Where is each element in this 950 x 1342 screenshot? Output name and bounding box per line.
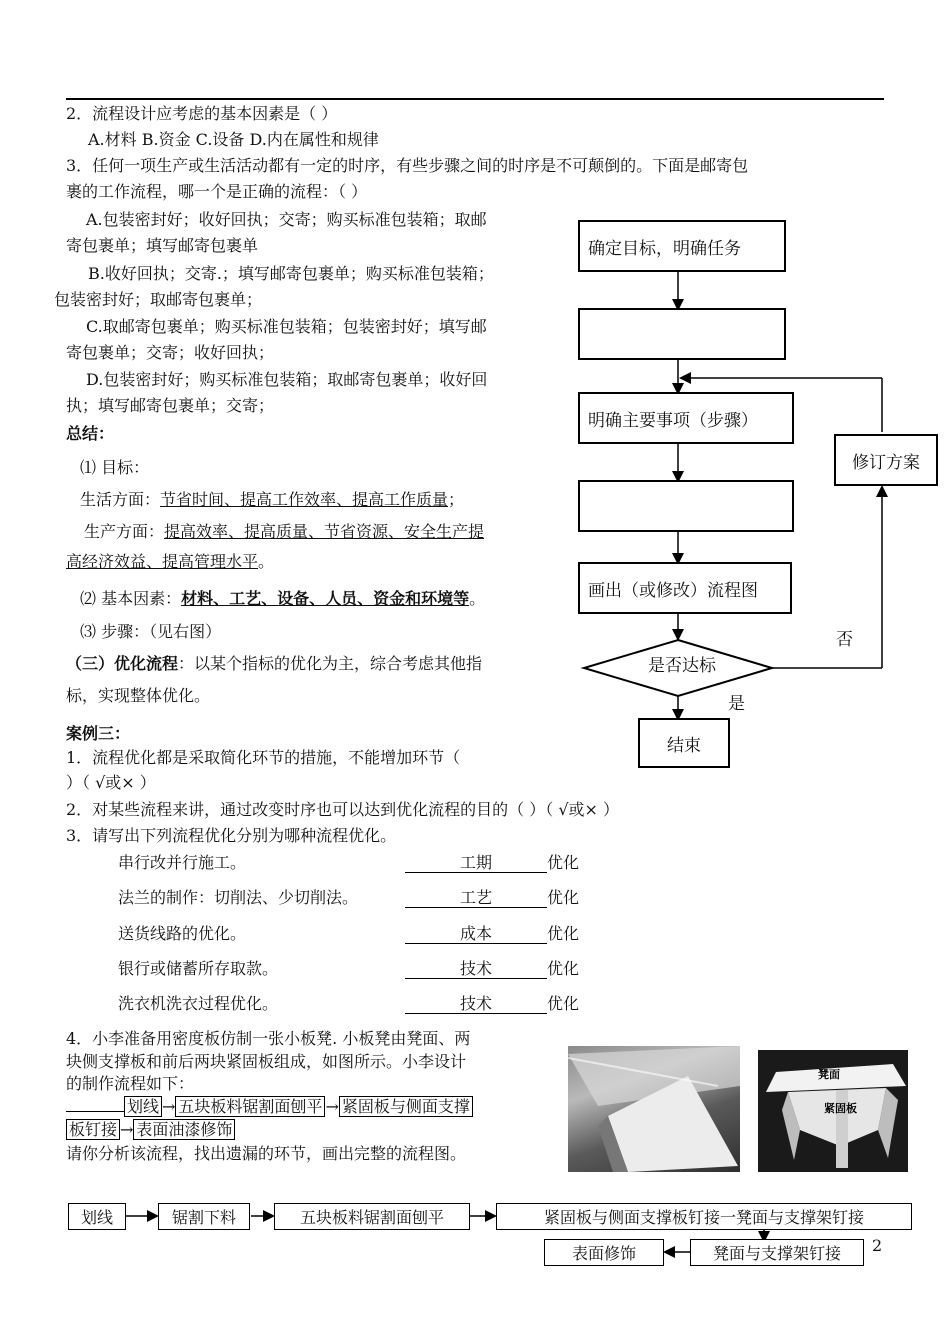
life-end: ；: [448, 490, 465, 509]
basic-factors: [80, 589, 485, 608]
option-c-line-2: 寄包裹单；交寄；收好回执；: [66, 343, 275, 362]
stool-photo-2: [758, 1050, 908, 1172]
q4-line-3: 的制作流程如下：: [66, 1074, 195, 1093]
option-d-line-2: 执；填写邮寄包裹单；交寄；: [66, 396, 275, 415]
flow-box-revise: 修订方案: [834, 434, 938, 486]
steps: ⑶ 步骤：（见右图）: [80, 622, 222, 641]
case3-q1-line-2: ）（ √或× ）: [66, 773, 156, 792]
option-b-line-1: B.收好回执；交寄.；填写邮寄包裹单；购买标准包装箱；: [88, 264, 494, 283]
q4-flow-row-2: [66, 1120, 235, 1139]
flow-box-draw-chart: 画出（或修改）流程图: [578, 562, 792, 614]
optimize-text-1: ：以某个指标的优化为主，综合考虑其他指: [178, 654, 483, 673]
question-2-options: A.材料 B.资金 C.设备 D.内在属性和规律: [88, 130, 379, 149]
fill-answer-2-row: [405, 888, 579, 908]
fill-suffix-5: 优化: [547, 994, 580, 1013]
answer-box-finish: 表面修饰: [544, 1239, 664, 1266]
q4-flow-row-1: [66, 1097, 473, 1116]
life-value: 节省时间、提高工作效率、提高工作质量: [160, 490, 449, 509]
factors-end: 。: [469, 589, 486, 608]
answer-box-saw-cut: 锯割下料: [158, 1203, 250, 1230]
fill-suffix-2: 优化: [547, 888, 580, 907]
q4-step-2: 五块板料锯割面刨平: [175, 1096, 325, 1117]
q4-step-3-cont: 板钉接: [66, 1119, 120, 1140]
case3-q3: 3．请写出下列流程优化分别为哪种流程优化。: [66, 826, 397, 845]
fill-suffix-1: 优化: [547, 853, 580, 872]
q4-step-4: 表面油漆修饰: [133, 1119, 235, 1140]
flow-box-blank-1: [578, 308, 786, 360]
fill-answer-3-row: [405, 924, 579, 944]
q4-step-3: 紧固板与侧面支撑: [339, 1096, 473, 1117]
answer-box-nail-brace: 紧固板与侧面支撑板钉接一凳面与支撑架钉接: [496, 1203, 912, 1230]
fill-suffix-4: 优化: [547, 959, 580, 978]
fill-answer-4: 技术: [405, 959, 547, 979]
question-3-line-1: 3．任何一项生产或生活活动都有一定的时序，有些步骤之间的时序是不可颠倒的。下面是邮寄包: [66, 156, 749, 175]
production-aspect: [84, 522, 484, 541]
option-c-line-1: C.取邮寄包裹单；购买标准包装箱；包装密封好；填写邮: [86, 317, 487, 336]
life-label: 生活方面：: [80, 490, 161, 509]
answer-box-mark: 划线: [68, 1203, 126, 1230]
option-d-line-1: D.包装密封好；购买标准包装箱；取邮寄包裹单；收好回: [86, 370, 488, 389]
photo-label-seat: 凳面: [818, 1068, 840, 1081]
flow-box-blank-2: [578, 480, 794, 532]
prod-label: 生产方面：: [84, 522, 165, 541]
optimize-heading: （三）优化流程: [66, 654, 179, 673]
arrow-icon: →: [325, 1097, 339, 1116]
optimize-line-2: 标，实现整体优化。: [66, 686, 211, 705]
prod-value-2: 高经济效益、提高管理水平: [66, 552, 259, 571]
fill-answer-4-row: [405, 959, 579, 979]
q4-step-1: 划线: [124, 1096, 162, 1117]
option-a-line-1: A.包装密封好；收好回执；交寄；购买标准包装箱；取邮: [86, 210, 487, 229]
fill-item-5: 洗衣机洗衣过程优化。: [118, 994, 279, 1013]
no-label: 否: [836, 630, 853, 650]
fill-item-3: 送货线路的优化。: [118, 924, 247, 943]
photo-label-brace: 紧固板: [824, 1102, 857, 1115]
fill-answer-3: 成本: [405, 924, 547, 944]
optimize-line-1: [66, 654, 482, 673]
prod-end: 。: [258, 552, 275, 571]
flow-box-end: 结束: [638, 718, 730, 768]
stool-photo-1: [568, 1046, 740, 1172]
fill-item-2: 法兰的制作：切削法、少切削法。: [118, 888, 359, 907]
arrow-icon: →: [120, 1120, 134, 1139]
fill-answer-5-row: [405, 994, 579, 1014]
case3-heading: 案例三：: [66, 724, 131, 743]
question-2: 2．流程设计应考虑的基本因素是（ ）: [66, 104, 338, 123]
fill-answer-2: 工艺: [405, 888, 547, 908]
life-aspect: [80, 490, 464, 509]
stool-photo-1-drawing: [568, 1046, 740, 1172]
fill-suffix-3: 优化: [547, 924, 580, 943]
q4-line-2: 块侧支撑板和前后两块紧固板组成，如图所示。小李设计: [66, 1052, 467, 1071]
flow-box-define-goal: 确定目标，明确任务: [578, 220, 786, 272]
q4-line-4: 请你分析该流程，找出遗漏的环节，画出完整的流程图。: [66, 1144, 467, 1163]
summary-heading: 总结：: [66, 424, 115, 443]
yes-label: 是: [728, 694, 745, 714]
answer-box-plane: 五块板料锯割面刨平: [274, 1203, 470, 1230]
option-b-line-2: 包装密封好；取邮寄包裹单；: [54, 290, 263, 309]
case3-q1-line-1: 1．流程优化都是采取简化环节的措施，不能增加环节（: [66, 748, 461, 767]
page-number: 2: [872, 1236, 883, 1255]
flow-box-main-steps: 明确主要事项（步骤）: [578, 392, 794, 444]
production-aspect-cont: [66, 552, 274, 571]
fill-answer-1: 工期: [405, 853, 547, 873]
fill-answer-1-row: [405, 853, 579, 873]
fill-item-4: 银行或储蓄所存取款。: [118, 959, 279, 978]
q4-line-1: 4．小李准备用密度板仿制一张小板凳. 小板凳由凳面、两: [66, 1029, 471, 1048]
question-3-line-2: 裹的工作流程，哪一个是正确的流程：（ ）: [66, 182, 368, 201]
arrow-icon: →: [162, 1097, 176, 1116]
header-rule: [66, 98, 884, 100]
fill-answer-5: 技术: [405, 994, 547, 1014]
decision-label: 是否达标: [648, 656, 716, 676]
fill-item-1: 串行改并行施工。: [118, 853, 247, 872]
answer-box-nail-seat: 凳面与支撑架钉接: [690, 1239, 864, 1266]
option-a-line-2: 寄包裹单；填写邮寄包裹单: [66, 236, 259, 255]
goal-label: ⑴ 目标：: [80, 458, 150, 477]
factors-value: 材料、工艺、设备、人员、资金和环境等: [181, 589, 470, 608]
prod-value-1: 提高效率、提高质量、节省资源、安全生产提: [164, 522, 485, 541]
case3-q2: 2．对某些流程来讲，通过改变时序也可以达到优化流程的目的（ ）（ √或× ）: [66, 800, 620, 819]
factors-label: ⑵ 基本因素：: [80, 589, 182, 608]
